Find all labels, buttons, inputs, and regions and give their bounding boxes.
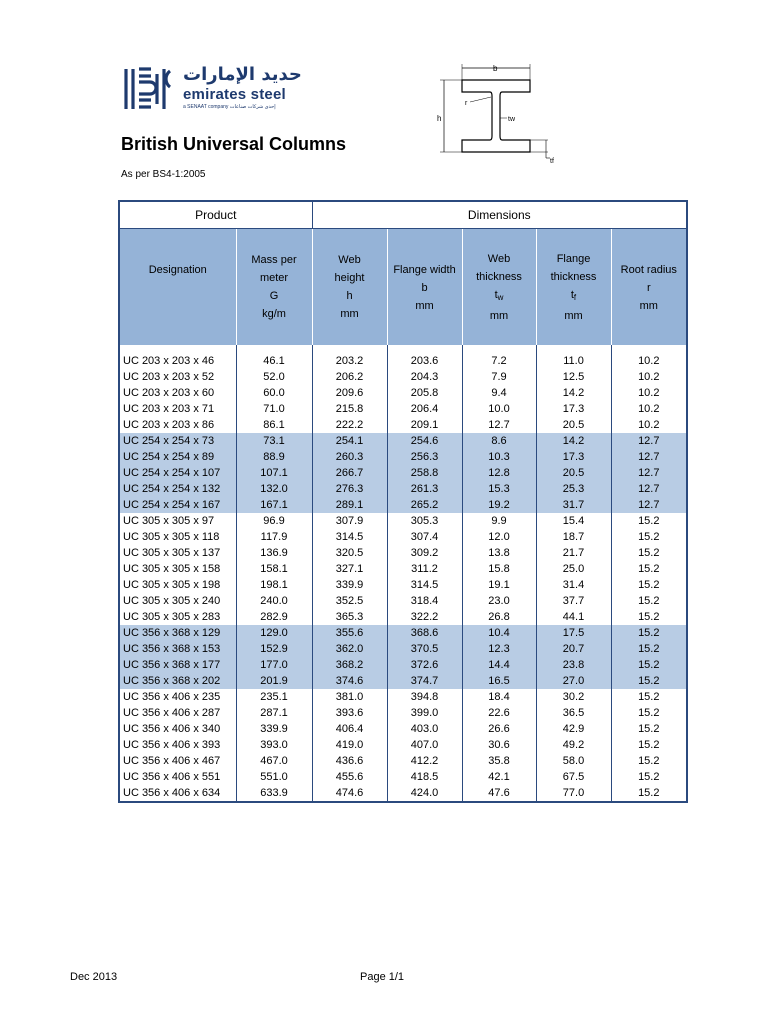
value-cell: 399.0: [387, 705, 462, 721]
column-section-diagram: [432, 60, 562, 168]
value-cell: 282.9: [236, 609, 312, 625]
value-cell: 46.1: [236, 353, 312, 369]
table-row: [119, 545, 687, 561]
value-cell: 8.6: [462, 433, 536, 449]
value-cell: 209.6: [312, 385, 387, 401]
column-header-symbol: $t_f$: [570, 288, 577, 302]
table-row: [119, 369, 687, 385]
value-cell: 12.8: [462, 465, 536, 481]
value-cell: 15.2: [611, 689, 687, 705]
value-cell: 362.0: [312, 641, 387, 657]
brand-english-name: emirates steel: [183, 86, 286, 103]
standard-reference: As per BS4-1:2005: [121, 169, 206, 180]
value-cell: 314.5: [387, 577, 462, 593]
designation-cell: UC 356 x 406 x 235: [119, 689, 236, 705]
value-cell: 136.9: [236, 545, 312, 561]
value-cell: 403.0: [387, 721, 462, 737]
table-body: [119, 345, 687, 802]
value-cell: 20.5: [536, 417, 611, 433]
value-cell: 52.0: [236, 369, 312, 385]
value-cell: 266.7: [312, 465, 387, 481]
table-row: [119, 641, 687, 657]
value-cell: 14.2: [536, 433, 611, 449]
value-cell: 12.7: [611, 465, 687, 481]
value-cell: 418.5: [387, 769, 462, 785]
group-header-dimensions: Dimensions: [312, 201, 687, 229]
value-cell: 9.9: [462, 513, 536, 529]
value-cell: 15.8: [462, 561, 536, 577]
value-cell: 15.2: [611, 513, 687, 529]
value-cell: 412.2: [387, 753, 462, 769]
value-cell: 320.5: [312, 545, 387, 561]
value-cell: 12.5: [536, 369, 611, 385]
value-cell: 15.2: [611, 609, 687, 625]
column-header-unit: mm: [489, 309, 509, 322]
value-cell: 407.0: [387, 737, 462, 753]
column-header-label: Flange width: [393, 263, 456, 276]
table-row: [119, 561, 687, 577]
value-cell: 393.0: [236, 737, 312, 753]
value-cell: 10.2: [611, 369, 687, 385]
value-cell: 44.1: [536, 609, 611, 625]
table-row: [119, 385, 687, 401]
value-cell: 117.9: [236, 529, 312, 545]
value-cell: 307.4: [387, 529, 462, 545]
value-cell: 309.2: [387, 545, 462, 561]
value-cell: 474.6: [312, 785, 387, 802]
value-cell: 240.0: [236, 593, 312, 609]
value-cell: 289.1: [312, 497, 387, 513]
value-cell: 307.9: [312, 513, 387, 529]
column-header-row: [119, 229, 687, 346]
table-row: [119, 705, 687, 721]
value-cell: 12.7: [611, 481, 687, 497]
value-cell: 23.8: [536, 657, 611, 673]
section-outline: [462, 80, 530, 152]
value-cell: 86.1: [236, 417, 312, 433]
value-cell: 15.2: [611, 593, 687, 609]
spacer-cell: [119, 345, 236, 353]
value-cell: 318.4: [387, 593, 462, 609]
designation-cell: UC 305 x 305 x 137: [119, 545, 236, 561]
value-cell: 198.1: [236, 577, 312, 593]
designation-cell: UC 356 x 406 x 340: [119, 721, 236, 737]
value-cell: 20.5: [536, 465, 611, 481]
column-header-unit: kg/m: [262, 308, 286, 320]
section-properties-table: [118, 200, 688, 803]
table-row: [119, 577, 687, 593]
value-cell: 633.9: [236, 785, 312, 802]
value-cell: 436.6: [312, 753, 387, 769]
value-cell: 15.2: [611, 721, 687, 737]
value-cell: 215.8: [312, 401, 387, 417]
value-cell: 15.2: [611, 769, 687, 785]
designation-cell: UC 356 x 368 x 153: [119, 641, 236, 657]
value-cell: 17.3: [536, 449, 611, 465]
value-cell: 15.4: [536, 513, 611, 529]
value-cell: 47.6: [462, 785, 536, 802]
value-cell: 12.7: [611, 449, 687, 465]
value-cell: 254.1: [312, 433, 387, 449]
value-cell: 276.3: [312, 481, 387, 497]
spacer-cell: [462, 345, 536, 353]
value-cell: 209.1: [387, 417, 462, 433]
column-header-symbol: b: [421, 281, 428, 294]
designation-cell: UC 203 x 203 x 46: [119, 353, 236, 369]
value-cell: 15.3: [462, 481, 536, 497]
value-cell: 15.2: [611, 577, 687, 593]
column-header-label: Designation: [148, 263, 207, 276]
table-row: [119, 529, 687, 545]
value-cell: 177.0: [236, 657, 312, 673]
value-cell: 35.8: [462, 753, 536, 769]
designation-cell: UC 305 x 305 x 198: [119, 577, 236, 593]
table-row: [119, 689, 687, 705]
brand-tagline: a SENAAT company إحدى شركات صناعات: [183, 104, 276, 110]
value-cell: 12.3: [462, 641, 536, 657]
value-cell: 365.3: [312, 609, 387, 625]
value-cell: 30.2: [536, 689, 611, 705]
dim-label-r: r: [465, 100, 468, 107]
column-header-unit: mm: [639, 299, 658, 312]
value-cell: 27.0: [536, 673, 611, 689]
table-row: [119, 721, 687, 737]
value-cell: 368.6: [387, 625, 462, 641]
value-cell: 12.0: [462, 529, 536, 545]
group-header-product: Product: [119, 201, 312, 229]
value-cell: 13.8: [462, 545, 536, 561]
value-cell: 370.5: [387, 641, 462, 657]
value-cell: 15.2: [611, 545, 687, 561]
dim-label-h: h: [437, 114, 442, 123]
designation-cell: UC 254 x 254 x 89: [119, 449, 236, 465]
table-row: [119, 673, 687, 689]
value-cell: 355.6: [312, 625, 387, 641]
value-cell: 372.6: [387, 657, 462, 673]
value-cell: 77.0: [536, 785, 611, 802]
designation-cell: UC 305 x 305 x 97: [119, 513, 236, 529]
designation-cell: UC 203 x 203 x 71: [119, 401, 236, 417]
value-cell: 419.0: [312, 737, 387, 753]
value-cell: 203.6: [387, 353, 462, 369]
value-cell: 36.5: [536, 705, 611, 721]
table-row: [119, 753, 687, 769]
designation-cell: UC 254 x 254 x 73: [119, 433, 236, 449]
value-cell: 15.2: [611, 673, 687, 689]
value-cell: 10.0: [462, 401, 536, 417]
value-cell: 551.0: [236, 769, 312, 785]
value-cell: 327.1: [312, 561, 387, 577]
designation-cell: UC 254 x 254 x 167: [119, 497, 236, 513]
value-cell: 42.1: [462, 769, 536, 785]
value-cell: 424.0: [387, 785, 462, 802]
designation-cell: UC 203 x 203 x 86: [119, 417, 236, 433]
value-cell: 394.8: [387, 689, 462, 705]
value-cell: 17.5: [536, 625, 611, 641]
column-header-symbol: r: [646, 281, 651, 294]
value-cell: 167.1: [236, 497, 312, 513]
value-cell: 12.7: [611, 497, 687, 513]
designation-cell: UC 356 x 368 x 177: [119, 657, 236, 673]
designation-cell: UC 254 x 254 x 132: [119, 481, 236, 497]
value-cell: 16.5: [462, 673, 536, 689]
table-row: [119, 497, 687, 513]
table-row: [119, 609, 687, 625]
value-cell: 49.2: [536, 737, 611, 753]
value-cell: 18.7: [536, 529, 611, 545]
value-cell: 406.4: [312, 721, 387, 737]
value-cell: 203.2: [312, 353, 387, 369]
value-cell: 42.9: [536, 721, 611, 737]
value-cell: 15.2: [611, 641, 687, 657]
value-cell: 14.4: [462, 657, 536, 673]
footer-date: Dec 2013: [70, 971, 118, 983]
value-cell: 17.3: [536, 401, 611, 417]
column-header: [536, 229, 611, 346]
dim-label-tw: tw: [508, 116, 515, 123]
emirates-steel-logo: [123, 66, 313, 112]
column-header-unit: mm: [564, 309, 583, 322]
value-cell: 31.7: [536, 497, 611, 513]
value-cell: 368.2: [312, 657, 387, 673]
table-row: [119, 417, 687, 433]
value-cell: 260.3: [312, 449, 387, 465]
value-cell: 15.2: [611, 753, 687, 769]
column-header-label: Flange thickness: [550, 252, 597, 283]
designation-cell: UC 356 x 406 x 551: [119, 769, 236, 785]
value-cell: 10.2: [611, 385, 687, 401]
spacer-cell: [312, 345, 387, 353]
designation-cell: UC 203 x 203 x 60: [119, 385, 236, 401]
value-cell: 206.2: [312, 369, 387, 385]
footer-page-number: Page 1/1: [360, 971, 405, 983]
column-header-symbol: $t_w$: [494, 288, 504, 302]
dim-label-tf: tf: [550, 158, 554, 165]
value-cell: 201.9: [236, 673, 312, 689]
value-cell: 88.9: [236, 449, 312, 465]
value-cell: 455.6: [312, 769, 387, 785]
table-row: [119, 401, 687, 417]
emirates-steel-mark-icon: [123, 66, 175, 112]
designation-cell: UC 254 x 254 x 107: [119, 465, 236, 481]
value-cell: 204.3: [387, 369, 462, 385]
designation-cell: UC 356 x 368 x 129: [119, 625, 236, 641]
table-row: [119, 657, 687, 673]
value-cell: 129.0: [236, 625, 312, 641]
value-cell: 374.6: [312, 673, 387, 689]
spacer-cell: [536, 345, 611, 353]
column-header: [611, 229, 687, 346]
value-cell: 467.0: [236, 753, 312, 769]
value-cell: 314.5: [312, 529, 387, 545]
column-header: [236, 229, 312, 346]
value-cell: 9.4: [462, 385, 536, 401]
designation-cell: UC 203 x 203 x 52: [119, 369, 236, 385]
value-cell: 15.2: [611, 705, 687, 721]
value-cell: 222.2: [312, 417, 387, 433]
table-row: [119, 513, 687, 529]
value-cell: 7.2: [462, 353, 536, 369]
table-row: [119, 593, 687, 609]
value-cell: 25.0: [536, 561, 611, 577]
designation-cell: UC 356 x 406 x 393: [119, 737, 236, 753]
designation-cell: UC 305 x 305 x 158: [119, 561, 236, 577]
column-header: [119, 229, 236, 346]
brand-arabic-name: حديد الإمارات: [183, 64, 302, 85]
value-cell: 10.2: [611, 401, 687, 417]
value-cell: 287.1: [236, 705, 312, 721]
value-cell: 58.0: [536, 753, 611, 769]
value-cell: 30.6: [462, 737, 536, 753]
value-cell: 374.7: [387, 673, 462, 689]
designation-cell: UC 356 x 368 x 202: [119, 673, 236, 689]
designation-cell: UC 305 x 305 x 283: [119, 609, 236, 625]
table-row: [119, 449, 687, 465]
value-cell: 71.0: [236, 401, 312, 417]
value-cell: 311.2: [387, 561, 462, 577]
value-cell: 339.9: [236, 721, 312, 737]
column-header: [462, 229, 536, 346]
column-header: [312, 229, 387, 346]
value-cell: 7.9: [462, 369, 536, 385]
dim-label-b: b: [493, 64, 498, 73]
value-cell: 158.1: [236, 561, 312, 577]
value-cell: 205.8: [387, 385, 462, 401]
value-cell: 14.2: [536, 385, 611, 401]
value-cell: 10.2: [611, 353, 687, 369]
value-cell: 256.3: [387, 449, 462, 465]
value-cell: 18.4: [462, 689, 536, 705]
value-cell: 15.2: [611, 529, 687, 545]
value-cell: 10.3: [462, 449, 536, 465]
designation-cell: UC 356 x 406 x 467: [119, 753, 236, 769]
table-row: [119, 465, 687, 481]
value-cell: 235.1: [236, 689, 312, 705]
spacer-cell: [611, 345, 687, 353]
column-header-label: Mass per meter: [251, 254, 297, 284]
value-cell: 21.7: [536, 545, 611, 561]
value-cell: 10.4: [462, 625, 536, 641]
value-cell: 258.8: [387, 465, 462, 481]
value-cell: 15.2: [611, 737, 687, 753]
value-cell: 12.7: [611, 433, 687, 449]
value-cell: 132.0: [236, 481, 312, 497]
column-header-label: Root radius: [620, 263, 677, 276]
table-row: [119, 625, 687, 641]
spacer-cell: [387, 345, 462, 353]
value-cell: 107.1: [236, 465, 312, 481]
table-row: [119, 769, 687, 785]
value-cell: 25.3: [536, 481, 611, 497]
column-header-unit: mm: [415, 299, 434, 312]
value-cell: 322.2: [387, 609, 462, 625]
value-cell: 15.2: [611, 785, 687, 802]
value-cell: 23.0: [462, 593, 536, 609]
column-header-label: Web thickness: [476, 252, 522, 283]
value-cell: 152.9: [236, 641, 312, 657]
table-row: [119, 481, 687, 497]
designation-cell: UC 356 x 406 x 287: [119, 705, 236, 721]
value-cell: 26.6: [462, 721, 536, 737]
value-cell: 22.6: [462, 705, 536, 721]
value-cell: 11.0: [536, 353, 611, 369]
value-cell: 15.2: [611, 561, 687, 577]
value-cell: 352.5: [312, 593, 387, 609]
value-cell: 381.0: [312, 689, 387, 705]
value-cell: 15.2: [611, 657, 687, 673]
designation-cell: UC 305 x 305 x 240: [119, 593, 236, 609]
value-cell: 15.2: [611, 625, 687, 641]
value-cell: 96.9: [236, 513, 312, 529]
value-cell: 10.2: [611, 417, 687, 433]
table-row: [119, 353, 687, 369]
column-header-symbol: h: [346, 290, 353, 302]
value-cell: 12.7: [462, 417, 536, 433]
table-row: [119, 433, 687, 449]
column-header-unit: mm: [340, 308, 359, 320]
value-cell: 73.1: [236, 433, 312, 449]
value-cell: 19.1: [462, 577, 536, 593]
column-header-label: Web height: [334, 254, 365, 284]
page-title: British Universal Columns: [121, 134, 347, 154]
value-cell: 254.6: [387, 433, 462, 449]
value-cell: 31.4: [536, 577, 611, 593]
value-cell: 339.9: [312, 577, 387, 593]
value-cell: 305.3: [387, 513, 462, 529]
value-cell: 20.7: [536, 641, 611, 657]
designation-cell: UC 356 x 406 x 634: [119, 785, 236, 802]
spacer-cell: [236, 345, 312, 353]
value-cell: 393.6: [312, 705, 387, 721]
value-cell: 261.3: [387, 481, 462, 497]
value-cell: 265.2: [387, 497, 462, 513]
table-row: [119, 737, 687, 753]
table-row: [119, 785, 687, 802]
value-cell: 26.8: [462, 609, 536, 625]
column-group-header: [119, 201, 687, 229]
column-header: [387, 229, 462, 346]
value-cell: 60.0: [236, 385, 312, 401]
value-cell: 67.5: [536, 769, 611, 785]
value-cell: 37.7: [536, 593, 611, 609]
designation-cell: UC 305 x 305 x 118: [119, 529, 236, 545]
table-spacer-row: [119, 345, 687, 353]
value-cell: 19.2: [462, 497, 536, 513]
value-cell: 206.4: [387, 401, 462, 417]
column-header-symbol: G: [269, 290, 279, 302]
